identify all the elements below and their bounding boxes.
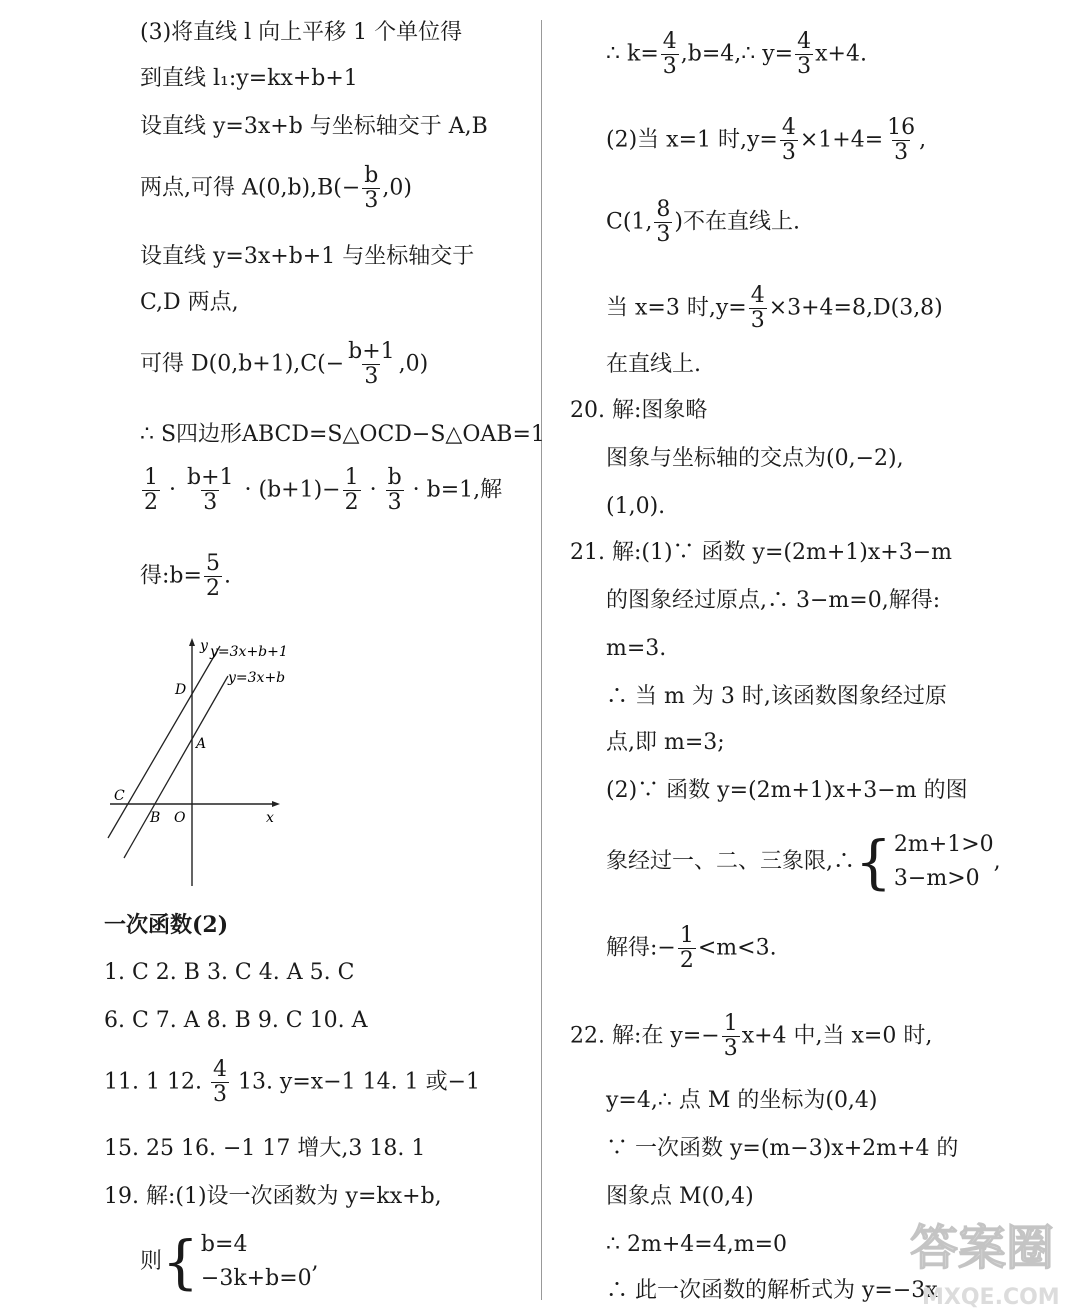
point-c-suffix: )不在直线上. <box>674 209 800 235</box>
q19-then: 则 <box>140 1249 163 1274</box>
fraction-k: $\frac{4}{3}$ <box>662 29 677 79</box>
q20-line-2: 图象与坐标轴的交点为(0,−2), <box>606 446 904 471</box>
part2-prefix: (2)当 x=1 时,y= <box>606 127 778 153</box>
fraction-one-half-1: $\frac{1}{2}$ <box>144 465 158 515</box>
equation-tail: · b=1,解 <box>405 477 503 503</box>
q22-line-5: ∴ 2m+4=4,m=0 <box>606 1232 787 1257</box>
left-brace-icon: { <box>855 828 892 896</box>
y-axis-label: y <box>200 638 208 654</box>
area-equation: ∴ S四边形ABCD=S△OCD−S△OAB=1 <box>140 422 545 447</box>
q21-ineq-2: 3−m>0 <box>893 866 980 891</box>
dot-2: · <box>362 477 384 503</box>
x-axis-arrow <box>272 801 280 807</box>
point-d-label: D <box>175 682 187 698</box>
q21-system-line <box>606 826 1001 898</box>
watermark-logo <box>898 1200 1080 1312</box>
q22-line-4: 图象点 M(0,4) <box>606 1184 754 1209</box>
point-b-label: B <box>150 810 161 826</box>
answers-row-3-prefix: 11. 1 12. <box>104 1069 209 1095</box>
set-cd-line-1: 设直线 y=3x+b+1 与坐标轴交于 <box>140 244 475 269</box>
solve-equation-line <box>140 466 502 515</box>
q21-line-2: 的图象经过原点,∴ 3−m=0,解得: <box>606 588 941 613</box>
q21-solution-line <box>606 924 777 973</box>
two-points-prefix: 两点,可得 A(0,b),B(− <box>140 175 361 201</box>
dot-1: · <box>162 477 183 503</box>
q21-line-4: ∴ 当 m 为 3 时,该函数图象经过原 <box>606 684 947 709</box>
obtain-line <box>140 340 428 389</box>
q22-line-1-prefix: 22. 解:在 y=− <box>570 1023 720 1049</box>
q22-line-2: y=4,∴ 点 M 的坐标为(0,4) <box>606 1088 878 1113</box>
two-points-suffix: ,0) <box>382 175 412 201</box>
point-c-label: C <box>114 788 125 804</box>
k-middle: ,b=4,∴ y= <box>680 41 794 67</box>
section-title: 一次函数(2) <box>104 912 229 938</box>
q19-comma: , <box>311 1249 319 1274</box>
fraction-1-over-3: $\frac{1}{3}$ <box>723 1011 738 1061</box>
result-prefix: 得:b= <box>140 563 202 589</box>
obtain-suffix: ,0) <box>398 351 429 377</box>
fraction-b1-over-3: $\frac{b+1}{3}$ <box>348 339 395 389</box>
fraction-1-over-2: $\frac{1}{2}$ <box>679 923 694 973</box>
watermark-subtext: MXQE.COM <box>922 1285 1060 1310</box>
p3-line-2: 到直线 l₁:y=kx+b+1 <box>140 66 358 91</box>
two-points-line <box>140 164 412 213</box>
k-prefix: ∴ k= <box>606 41 659 67</box>
result-line <box>140 552 231 601</box>
fraction-b-over-3: $\frac{b}{3}$ <box>364 163 379 213</box>
result-suffix: . <box>223 563 231 589</box>
x-axis-label: x <box>266 810 274 826</box>
k-value-line <box>606 30 867 79</box>
part2-middle: ×1+4= <box>799 127 884 153</box>
q21-system-prefix: 象经过一、二、三象限,∴ <box>606 849 855 874</box>
answers-row-3-suffix: 13. y=x−1 14. 1 或−1 <box>230 1069 481 1095</box>
q19-line-1: 19. 解:(1)设一次函数为 y=kx+b, <box>104 1184 442 1209</box>
answers-row-3 <box>104 1058 480 1107</box>
q21-brace-system <box>855 828 994 896</box>
fraction-b1-over-3-b: $\frac{b+1}{3}$ <box>186 465 234 515</box>
fraction-b-over-3-b: $\frac{b}{3}$ <box>387 465 402 515</box>
fraction-16-over-3: $\frac{16}{3}$ <box>887 115 916 165</box>
equation-middle: · (b+1)− <box>237 477 341 503</box>
q19-system <box>140 1226 319 1298</box>
q20-line-3: (1,0). <box>606 494 666 519</box>
answers-row-2: 6. C 7. A 8. B 9. C 10. A <box>104 1008 368 1033</box>
answers-row-1: 1. C 2. B 3. C 4. A 5. C <box>104 960 355 985</box>
q21-line-1: 21. 解:(1)∵ 函数 y=(2m+1)x+3−m <box>570 540 952 565</box>
fraction-one-half-2: $\frac{1}{2}$ <box>344 465 359 515</box>
point-c-prefix: C(1, <box>606 209 653 235</box>
point-o-label: O <box>174 810 186 826</box>
line2-label: y=3x+b <box>228 670 286 686</box>
x3-line <box>606 284 943 333</box>
x3-suffix: ×3+4=8,D(3,8) <box>768 295 943 321</box>
obtain-prefix: 可得 D(0,b+1),C(− <box>140 351 345 377</box>
fraction-slope: $\frac{4}{3}$ <box>797 29 812 79</box>
point-c-line <box>606 198 800 247</box>
part2-line <box>606 116 926 165</box>
left-brace-icon: { <box>162 1228 199 1296</box>
q21-system-suffix: , <box>993 849 1001 874</box>
q20-line-1: 20. 解:图象略 <box>570 398 708 423</box>
k-suffix: x+4. <box>815 41 867 67</box>
answers-row-4: 15. 25 16. −1 17 增大,3 18. 1 <box>104 1136 426 1161</box>
set-cd-line-2: C,D 两点, <box>140 290 239 315</box>
y-axis-arrow <box>189 638 195 646</box>
set-ab-line: 设直线 y=3x+b 与坐标轴交于 A,B <box>140 114 488 139</box>
line-graph <box>104 636 304 890</box>
column-divider <box>541 20 542 1300</box>
fraction-5-over-2: $\frac{5}{2}$ <box>205 551 220 601</box>
fraction-8-over-3: $\frac{8}{3}$ <box>656 197 671 247</box>
fraction-4-over-3-ans12: $\frac{4}{3}$ <box>212 1057 227 1107</box>
q22-line-3: ∵ 一次函数 y=(m−3)x+2m+4 的 <box>606 1136 959 1161</box>
line-y-3x-b <box>124 676 228 858</box>
q21-line-6: (2)∵ 函数 y=(2m+1)x+3−m 的图 <box>606 778 968 803</box>
p3-line-1: (3)将直线 l 向上平移 1 个单位得 <box>140 20 463 45</box>
q21-solution-prefix: 解得:− <box>606 935 676 961</box>
q21-solution-suffix: <m<3. <box>697 935 777 961</box>
q19-eq-1: b=4 <box>200 1232 248 1257</box>
q22-line-1-suffix: x+4 中,当 x=0 时, <box>741 1023 933 1049</box>
x3-prefix: 当 x=3 时,y= <box>606 295 747 321</box>
fraction-4-over-3-b: $\frac{4}{3}$ <box>750 283 765 333</box>
line1-label: y=3x+b+1 <box>210 644 288 660</box>
q22-line-6: ∴ 此一次函数的解析式为 y=−3x <box>606 1278 938 1303</box>
watermark-text: 答案圈 <box>910 1220 1055 1276</box>
q21-ineq-1: 2m+1>0 <box>893 832 994 857</box>
q19-eq-2: −3k+b=0 <box>200 1266 312 1291</box>
part2-suffix: , <box>919 127 927 153</box>
q19-brace-system <box>162 1228 312 1296</box>
q21-line-5: 点,即 m=3; <box>606 730 725 755</box>
q21-line-3: m=3. <box>606 636 667 661</box>
q22-line-1 <box>570 1012 932 1061</box>
point-a-label: A <box>196 736 207 752</box>
fraction-4-over-3-a: $\frac{4}{3}$ <box>781 115 796 165</box>
on-line-text: 在直线上. <box>606 352 701 377</box>
